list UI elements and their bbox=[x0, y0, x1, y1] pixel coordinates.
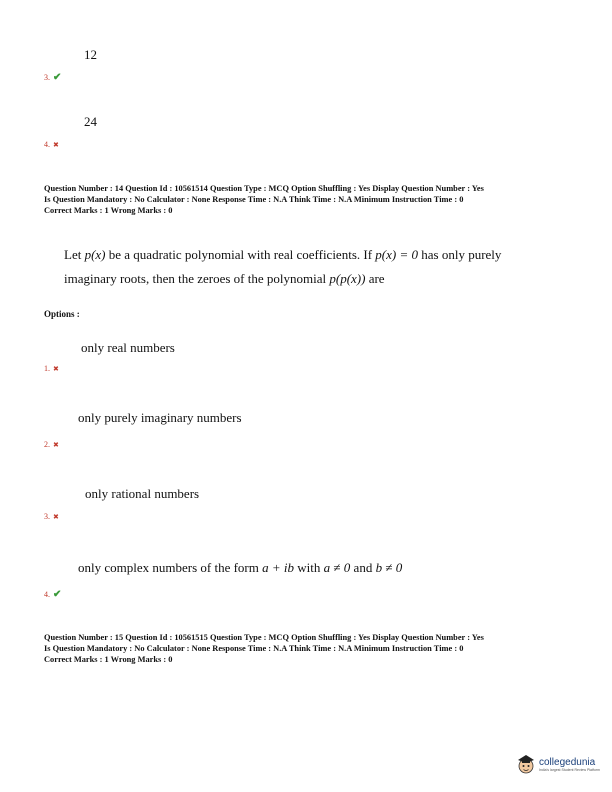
checkmark-icon: ✔ bbox=[53, 72, 62, 83]
prev-option-3-marker bbox=[44, 72, 61, 83]
opt-math: a ≠ 0 bbox=[323, 560, 351, 575]
q-math: p(x) = 0 bbox=[375, 247, 418, 262]
option-number: 3. bbox=[44, 73, 50, 82]
q14-option-4-marker bbox=[44, 589, 61, 600]
q-text-part: Let bbox=[64, 247, 85, 262]
options-label: Options : bbox=[44, 309, 80, 319]
option-number: 2. bbox=[44, 440, 50, 449]
collegedunia-logo bbox=[515, 752, 600, 776]
mascot-icon bbox=[515, 752, 537, 776]
q15-meta-line2: Is Question Mandatory : No Calculator : None Response Time : N.A Think Time : N.A Minimum Instruction Time : 0 bbox=[44, 644, 464, 653]
q14-option-2-text: only purely imaginary numbers bbox=[78, 410, 242, 425]
q-text-part: are bbox=[365, 271, 385, 286]
q14-meta-line1: Question Number : 14 Question Id : 10561514 Question Type : MCQ Option Shuffling : Yes Display Question Number : Yes bbox=[44, 184, 484, 193]
opt-math: b ≠ 0 bbox=[375, 560, 403, 575]
q15-meta-line1: Question Number : 15 Question Id : 10561515 Question Type : MCQ Option Shuffling : Yes Display Question Number : Yes bbox=[44, 633, 484, 642]
cross-icon: ✖ bbox=[53, 140, 59, 149]
q14-question-text bbox=[64, 243, 564, 291]
opt-text-part: with bbox=[294, 560, 324, 575]
option-number: 1. bbox=[44, 364, 50, 373]
option-number: 3. bbox=[44, 512, 50, 521]
q14-option-3-text: only rational numbers bbox=[85, 486, 200, 501]
prev-option-3-text: 12 bbox=[84, 47, 97, 62]
q14-option-1-text: only real numbers bbox=[81, 340, 175, 355]
q14-option-3-marker bbox=[44, 512, 59, 521]
prev-option-4-marker bbox=[44, 140, 59, 149]
q-text-part: has only purely bbox=[418, 247, 502, 262]
option-number: 4. bbox=[44, 590, 50, 599]
q-text-part: imaginary roots, then the zeroes of the polynomial bbox=[64, 271, 330, 286]
q-math: p(x) bbox=[84, 247, 106, 262]
q15-meta-line3: Correct Marks : 1 Wrong Marks : 0 bbox=[44, 655, 173, 664]
option-number: 4. bbox=[44, 140, 50, 149]
checkmark-icon: ✔ bbox=[53, 589, 62, 600]
q14-meta bbox=[44, 183, 484, 216]
opt-text-part: only complex numbers of the form bbox=[78, 560, 263, 575]
q14-option-1-marker bbox=[44, 364, 59, 373]
prev-option-4-text: 24 bbox=[84, 114, 97, 129]
logo-name: collegedunia bbox=[539, 756, 596, 768]
q14-option-2-marker bbox=[44, 440, 59, 449]
opt-math: a + ib bbox=[262, 560, 295, 575]
q14-option-4-text bbox=[78, 560, 402, 576]
cross-icon: ✖ bbox=[53, 512, 59, 521]
q14-meta-line3: Correct Marks : 1 Wrong Marks : 0 bbox=[44, 206, 173, 215]
cross-icon: ✖ bbox=[53, 440, 59, 449]
opt-text-part: and bbox=[350, 560, 376, 575]
q-math: p(p(x)) bbox=[329, 271, 366, 286]
cross-icon: ✖ bbox=[53, 364, 59, 373]
q-text-part: be a quadratic polynomial with real coefficients. If bbox=[105, 247, 376, 262]
q14-meta-line2: Is Question Mandatory : No Calculator : None Response Time : N.A Think Time : N.A Minimum Instruction Time : 0 bbox=[44, 195, 464, 204]
logo-tagline: India's largest Student Review Platform bbox=[539, 767, 600, 772]
q15-meta bbox=[44, 632, 484, 665]
